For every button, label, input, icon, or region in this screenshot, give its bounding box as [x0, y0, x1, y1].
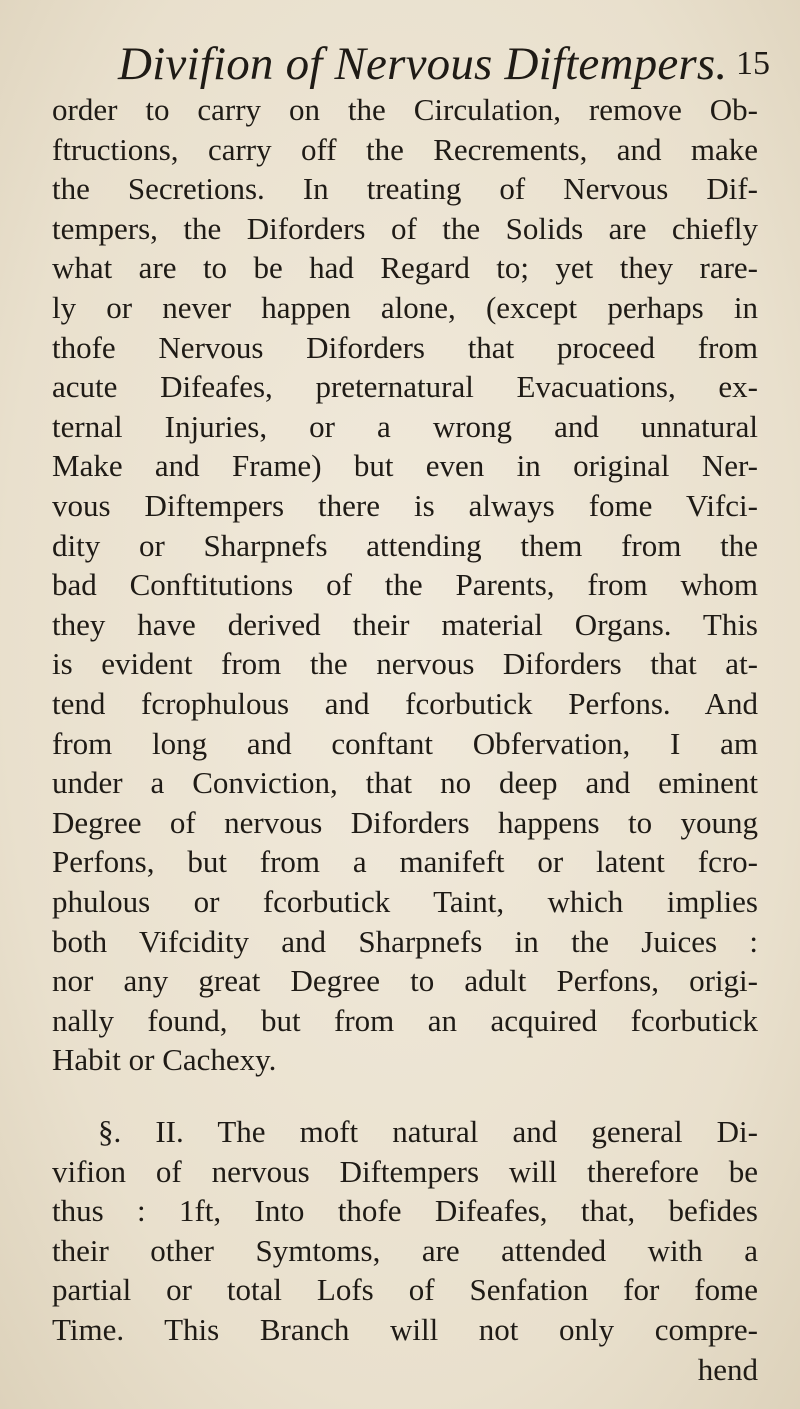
text-line: vous Diftempers there is always fome Vifci- — [52, 488, 758, 523]
text-line: they have derived their material Organs. This — [52, 606, 758, 642]
running-title: Divifion of Nervous Diftempers. — [118, 38, 728, 90]
text-line: Degree of nervous Diforders happens to young — [52, 804, 758, 840]
text-line: their other Symtoms, are attended with a — [52, 1232, 758, 1268]
text-line: Make and Frame) but even in original Ner- — [52, 448, 758, 484]
text-line: phulous or fcorbutick Taint, which implies — [52, 884, 758, 919]
text-line: Time. This Branch will not only compre- — [52, 1312, 758, 1347]
text-line: Perfons, but from a manifeft or latent fcro- — [52, 844, 758, 880]
text-line: what are to be had Regard to; yet they rare- — [52, 250, 758, 286]
text-line: thus : 1ft, Into thofe Difeafes, that, befides — [52, 1193, 758, 1229]
text-line: ly or never happen alone, (except perhaps in — [52, 290, 758, 325]
text-line: order to carry on the Circulation, remove Ob- — [52, 92, 758, 127]
text-line: nally found, but from an acquired fcorbutick — [52, 1002, 758, 1038]
text-line: tempers, the Diforders of the Solids are chiefly — [52, 210, 758, 246]
text-line: dity or Sharpnefs attending them from the — [52, 527, 758, 563]
catchword: hend — [697, 1351, 758, 1387]
text-line: tend fcrophulous and fcorbutick Perfons. And — [52, 686, 758, 721]
text-line: thofe Nervous Diforders that proceed from — [52, 329, 758, 365]
text-line: the Secretions. In treating of Nervous Dif- — [52, 171, 758, 207]
text-line: vifion of nervous Diftempers will therefore be — [52, 1153, 758, 1189]
text-line: ternal Injuries, or a wrong and unnatural — [52, 408, 758, 444]
text-line: acute Difeafes, preternatural Evacuations, ex- — [52, 369, 758, 405]
text-line: §. II. The moft natural and general Di- — [98, 1114, 758, 1149]
text-line: Habit or Cachexy. — [52, 1042, 277, 1078]
text-line: from long and conftant Obfervation, I am — [52, 725, 758, 761]
text-line: under a Conviction, that no deep and eminent — [52, 765, 758, 801]
text-line: is evident from the nervous Diforders that at- — [52, 646, 758, 682]
text-line: ftructions, carry off the Recrements, and make — [52, 131, 758, 167]
text-line: nor any great Degree to adult Perfons, origi- — [52, 963, 758, 999]
page-number: 15 — [736, 45, 770, 82]
text-line: both Vifcidity and Sharpnefs in the Juices : — [52, 923, 758, 959]
text-line: partial or total Lofs of Senfation for fome — [52, 1272, 758, 1308]
text-line: bad Conftitutions of the Parents, from whom — [52, 567, 758, 603]
